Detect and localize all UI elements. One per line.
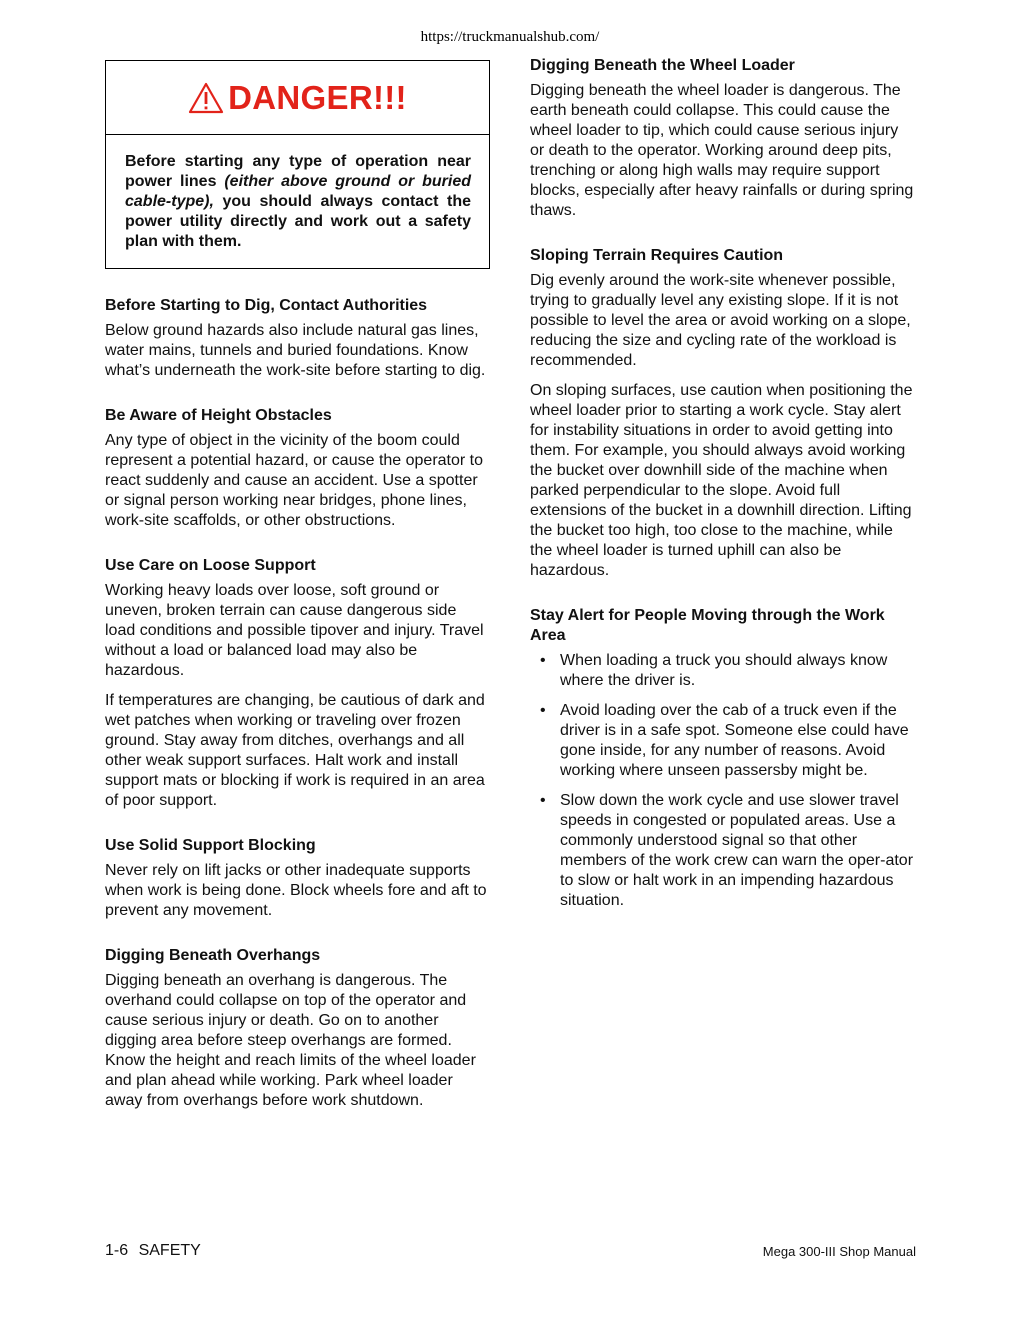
section-height-obstacles bbox=[105, 406, 490, 531]
section-paragraph: Digging beneath the wheel loader is dangerous. The earth beneath could collapse. This could cause the wheel loader to tip, which could cause serious injury or death to the operator. Working around deep pits, trenching or along high walls may require support blocks, especially after heavy rainfalls or during spring thaws. bbox=[530, 82, 914, 219]
list-item bbox=[530, 701, 916, 781]
list-item bbox=[530, 791, 916, 911]
warning-triangle-icon bbox=[188, 82, 224, 114]
bullet-icon: • bbox=[540, 652, 546, 669]
danger-text-italic: (either above ground or buried cable-type), bbox=[125, 173, 471, 210]
danger-text-start: Before starting any type of operation near power lines bbox=[125, 153, 471, 190]
section-paragraph: If temperatures are changing, be cautious of dark and wet patches when working or traveling over frozen ground. Stay away from ditches, overhangs and all other weak support surfaces. Halt work and install support mats or blocking if work is required in an area of poor support. bbox=[105, 692, 485, 809]
danger-message bbox=[106, 135, 489, 268]
section-paragraph: Working heavy loads over loose, soft ground or uneven, broken terrain can cause dangerous side load conditions and possible tipover and injury. Travel without a load or balanced load may also be hazardous. bbox=[105, 582, 484, 679]
section-paragraph: On sloping surfaces, use caution when positioning the wheel loader prior to starting a work cycle. Stay alert for instability situations in order to avoid getting into them. For example, you should always avoid working the bucket over downhill side of the machine when parked perpendicular to the slope. Avoid full extensions of the bucket in a downhill direction. Lifting the bucket too high, too close to the machine, while the wheel loader is turned uphill can also be hazardous. bbox=[530, 382, 913, 579]
section-heading: Digging Beneath Overhangs bbox=[105, 947, 321, 964]
bullet-icon: • bbox=[540, 792, 546, 809]
section-paragraph: Below ground hazards also include natural gas lines, water mains, tunnels and buried foundations. Know what’s underneath the work-site before starting to dig. bbox=[105, 322, 486, 379]
bullet-icon: • bbox=[540, 702, 546, 719]
danger-text-end: you should always contact the power utility directly and work out a safety plan with them. bbox=[125, 193, 471, 250]
section-loose-support bbox=[105, 556, 490, 811]
section-support-blocking bbox=[105, 836, 490, 921]
bullet-list bbox=[530, 651, 916, 911]
list-item-text: Avoid loading over the cab of a truck even if the driver is in a safe spot. Someone else could have gone inside, for any number of reasons. Avoid working where unseen passersby might be. bbox=[560, 702, 909, 779]
section-heading: Use Care on Loose Support bbox=[105, 557, 316, 574]
footer-page-label: 1-6 SAFETY bbox=[105, 1242, 201, 1259]
list-item-text: Slow down the work cycle and use slower travel speeds in congested or populated areas. Use a commonly understood signal so that other members of the work crew can warn the oper-ator to slow or halt work in an impending hazardous situation. bbox=[560, 792, 914, 909]
section-paragraph: Any type of object in the vicinity of the boom could represent a potential hazard, or cause the operator to react suddenly and cause an accident. Use a spotter or signal person working near bridges, phone lines, work-site scaffolds, or other obstructions. bbox=[105, 432, 484, 529]
section-people-moving bbox=[530, 606, 916, 911]
danger-title: DANGER!!! bbox=[228, 78, 407, 116]
section-digging-overhangs bbox=[105, 946, 490, 1111]
section-heading: Sloping Terrain Requires Caution bbox=[530, 247, 784, 264]
section-heading: Stay Alert for People Moving through the Work Area bbox=[530, 607, 885, 644]
list-item bbox=[530, 651, 916, 691]
source-url[interactable]: https://truckmanualshub.com/ bbox=[420, 29, 600, 45]
section-sloping-terrain bbox=[530, 246, 916, 581]
section-heading: Use Solid Support Blocking bbox=[105, 837, 316, 854]
right-column bbox=[530, 56, 916, 921]
danger-notice-box bbox=[105, 60, 490, 269]
section-heading: Be Aware of Height Obstacles bbox=[105, 407, 332, 424]
footer-manual-title: Mega 300-III Shop Manual bbox=[762, 1244, 916, 1259]
section-contact-authorities bbox=[105, 296, 490, 381]
section-digging-wheel-loader bbox=[530, 56, 916, 221]
danger-header bbox=[106, 61, 489, 135]
left-column bbox=[105, 56, 490, 1111]
section-paragraph: Never rely on lift jacks or other inadequate supports when work is being done. Block wheels fore and aft to prevent any movement. bbox=[105, 862, 487, 919]
section-heading: Digging Beneath the Wheel Loader bbox=[530, 57, 795, 74]
section-paragraph: Dig evenly around the work-site whenever possible, trying to gradually level any existing slope. If it is not possible to level the area or avoid working on a slope, reducing the size and cycling rate of the workload is recommended. bbox=[530, 272, 911, 369]
section-heading: Before Starting to Dig, Contact Authorities bbox=[105, 297, 428, 314]
list-item-text: When loading a truck you should always know where the driver is. bbox=[560, 652, 888, 689]
section-paragraph: Digging beneath an overhang is dangerous. The overhand could collapse on top of the operator and cause serious injury or death. Go on to another digging area before steep overhangs are formed. Know the height and reach limits of the wheel loader and plan ahead while working. Park wheel loader away from overhangs before work shutdown. bbox=[105, 972, 476, 1109]
